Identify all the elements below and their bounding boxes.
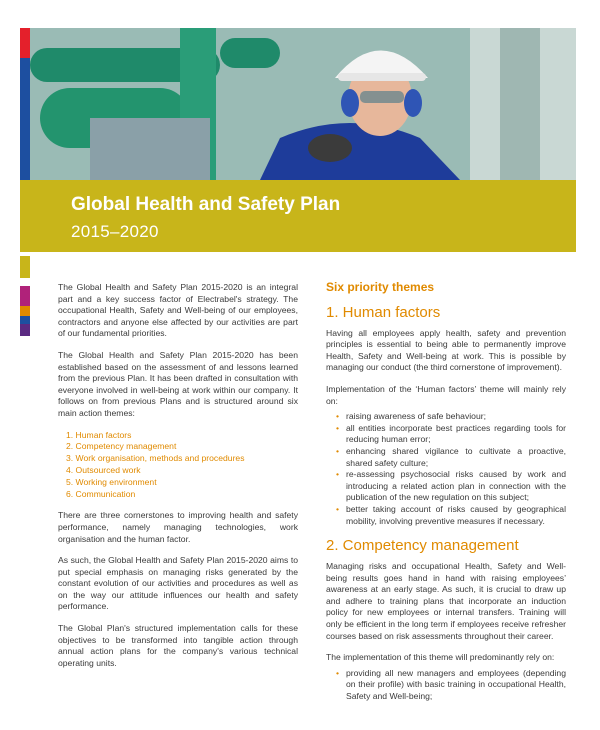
competency-heading: 2. Competency management xyxy=(326,537,519,555)
competency-paragraph: Managing risks and occupational Health, Safety and Well-being results goes hand in hand with raising employees’ awareness at an early stage. As such, it is crucial to draw up and adhere to training plans that incorporate an induction policy for new employees or internal transfers. Training will only be efficient in the long term if employees receive refresher courses based on risk assessments throughout their career. xyxy=(326,561,566,641)
bullet-item: • re-assessing psychosocial risks caused by work and introducing a related action plan in connection with the publication of the new regulation on this subject; xyxy=(338,469,566,504)
stripe-blue xyxy=(20,58,30,180)
theme-item: 6. Communication xyxy=(66,488,136,499)
header-photo xyxy=(30,28,576,180)
document-years: 2015–2020 xyxy=(71,222,159,241)
theme-item: 1. Human factors xyxy=(66,429,132,440)
stripe-magenta xyxy=(20,286,30,306)
human-factors-bullets xyxy=(326,411,566,527)
theme-item: 4. Outsourced work xyxy=(66,464,141,475)
intro-paragraph: The Global Health and Safety Plan 2015-2020 is an integral part and a key success factor of Electrabel's strategy. The occupational Health, Safety and Well-being of our employees, contractors and anyone else affected by our activities are part of our fundamental priorities. xyxy=(58,282,298,339)
bullet-item: • better taking account of risks caused by geographical mobility, involving preventive measures if necessary. xyxy=(338,504,566,527)
bullet-item: • all entities incorporate best practices regarding tools for reducing human error; xyxy=(338,423,566,446)
human-factors-intro: Implementation of the ‘Human factors’ theme will mainly rely on: xyxy=(326,383,566,406)
emphasis-paragraph: As such, the Global Health and Safety Plan 2015-2020 aims to put special emphasis on managing risks generated by the constant evolution of our activities and procedures as well as on the way our attitude influences our health and safety performance. xyxy=(58,555,298,612)
bullet-item: • enhancing shared vigilance to cultivate a proactive, shared safety culture; xyxy=(338,446,566,469)
theme-item: 2. Competency management xyxy=(66,441,177,452)
right-column xyxy=(326,282,566,713)
competency-bullets xyxy=(326,668,566,703)
competency-intro: The implementation of this theme will predominantly rely on: xyxy=(326,652,555,663)
theme-item: 3. Work organisation, methods and procedures xyxy=(66,453,245,464)
stripe-yellow xyxy=(20,180,30,252)
human-factors-heading: 1. Human factors xyxy=(326,303,441,321)
document-title: Global Health and Safety Plan xyxy=(71,194,341,215)
stripe-red xyxy=(20,28,30,58)
stripe-blue-small xyxy=(20,316,30,324)
implementation-paragraph: The Global Plan's structured implementation calls for these objectives to be transformed into tangible action through annual action plans for the company's various technical operating units. xyxy=(58,623,298,668)
cornerstones-paragraph: There are three cornerstones to improving health and safety performance, namely managing technologies, work organisation and the human factor. xyxy=(58,510,298,544)
themes-list xyxy=(66,430,298,501)
section-heading: Six priority themes xyxy=(326,280,435,294)
title-band xyxy=(30,180,576,252)
stripe-yellow-small xyxy=(20,256,30,278)
stripe-orange xyxy=(20,306,30,316)
bullet-item: • providing all new managers and employees (depending on their profile) with basic training in occupational Health, Safety and Well-being; xyxy=(338,668,566,703)
bullet-item: • raising awareness of safe behaviour; xyxy=(338,411,566,423)
stripe-purple xyxy=(20,324,30,336)
human-factors-paragraph: Having all employees apply health, safety and prevention principles is essential to being able to permanently improve Health, Safety and Well-being at work. This is possible by managing our conduct (the third cornerstone of improvement). xyxy=(326,327,566,373)
plan-paragraph: The Global Health and Safety Plan 2015-2020 has been established based on the assessment of and lessons learned from the previous Plan. It has been drafted in consultation with everyone involved in well-being at work within our company. It follows on from previous Plans and is structured around six main action themes: xyxy=(58,349,298,418)
left-column xyxy=(58,282,298,679)
theme-item: 5. Working environment xyxy=(66,476,157,487)
